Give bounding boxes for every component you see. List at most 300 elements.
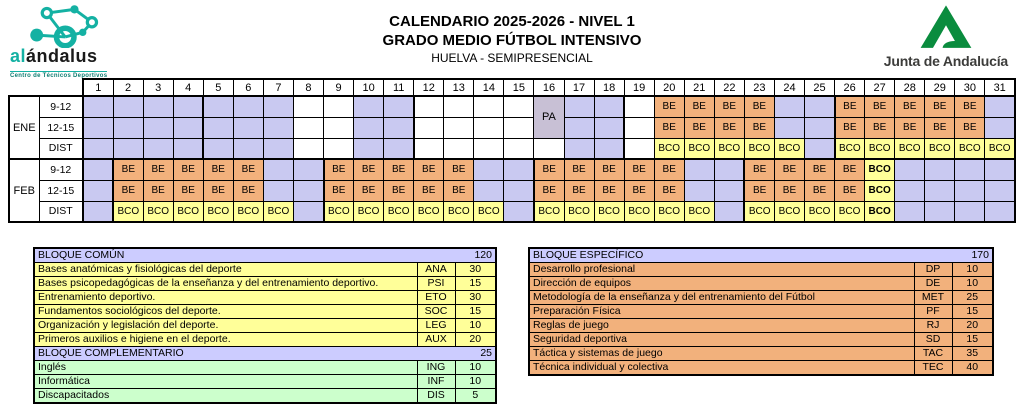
calendar-cell xyxy=(474,138,504,159)
calendar-cell xyxy=(83,117,113,138)
calendar-cell: BE xyxy=(233,180,263,201)
time-label: DIST xyxy=(39,138,83,159)
day-header-24: 24 xyxy=(774,79,804,96)
brand-text-teal: al xyxy=(10,46,27,66)
block-header-row xyxy=(34,248,496,263)
calendar-cell xyxy=(955,180,985,201)
calendar-cell xyxy=(324,138,354,159)
day-header-22: 22 xyxy=(714,79,744,96)
calendar-cell: BCO xyxy=(684,201,714,222)
calendar-cell: BCO xyxy=(233,201,263,222)
subject-hours: 5 xyxy=(455,389,496,404)
subject-code: SD xyxy=(914,333,952,347)
calendar-row-FEB-9-12 xyxy=(9,159,1015,180)
calendar-cell xyxy=(805,138,835,159)
junta-logo xyxy=(884,4,1008,69)
calendar-cell: BCO xyxy=(714,138,744,159)
calendar-cell: BCO xyxy=(654,138,684,159)
calendar-cell: BE xyxy=(744,159,774,180)
calendar-cell: BE xyxy=(384,180,414,201)
subject-code: DIS xyxy=(417,389,455,404)
calendar-cell xyxy=(83,201,113,222)
block-total-hours: 120 xyxy=(474,249,492,261)
day-header-2: 2 xyxy=(113,79,143,96)
calendar-cell xyxy=(293,201,323,222)
calendar-cell: BE xyxy=(173,180,203,201)
calendar-cell: BCO xyxy=(744,201,774,222)
calendar-cell: PA xyxy=(534,96,564,138)
subject-name: Dirección de equipos xyxy=(529,277,914,291)
table-row xyxy=(34,277,496,291)
calendar-cell xyxy=(985,159,1015,180)
calendar-cell: BE xyxy=(895,96,925,117)
calendar-cell: BCO xyxy=(534,201,564,222)
time-label: 9-12 xyxy=(39,159,83,180)
calendar-cell: BE xyxy=(654,96,684,117)
calendar-cell xyxy=(474,96,504,117)
subject-code: ANA xyxy=(417,263,455,277)
calendar-cell xyxy=(384,117,414,138)
block-header xyxy=(34,347,496,361)
subject-hours: 20 xyxy=(455,333,496,347)
calendar-cell: BCO xyxy=(414,201,444,222)
calendar-corner xyxy=(9,79,83,96)
day-header-29: 29 xyxy=(925,79,955,96)
calendar-cell xyxy=(444,117,474,138)
time-label: 9-12 xyxy=(39,96,83,117)
calendar-cell xyxy=(263,180,293,201)
calendar-cell: BE xyxy=(925,117,955,138)
subject-code: TEC xyxy=(914,361,952,376)
calendar-row-FEB-12-15 xyxy=(9,180,1015,201)
calendar-cell: BE xyxy=(534,180,564,201)
calendar-cell: BCO xyxy=(354,201,384,222)
subject-name: Inglés xyxy=(34,361,417,375)
bloque-comun-table xyxy=(33,247,497,404)
subject-name: Fundamentos sociológicos del deporte. xyxy=(34,305,417,319)
subject-code: SOC xyxy=(417,305,455,319)
title-line2: GRADO MEDIO FÚTBOL INTENSIVO xyxy=(382,32,642,49)
calendar-cell: BCO xyxy=(444,201,474,222)
calendar-cell xyxy=(594,138,624,159)
calendar-cell: BCO xyxy=(955,138,985,159)
month-block-ENE xyxy=(9,96,1015,159)
table-row xyxy=(529,305,993,319)
table-row xyxy=(34,361,496,375)
subject-name: Discapacitados xyxy=(34,389,417,404)
calendar-cell xyxy=(504,201,534,222)
day-header-14: 14 xyxy=(474,79,504,96)
calendar-cell xyxy=(504,138,534,159)
calendar-cell xyxy=(203,138,233,159)
calendar-cell: BCO xyxy=(594,201,624,222)
calendar-cell: BCO xyxy=(203,201,233,222)
calendar-cell xyxy=(895,159,925,180)
subject-code: AUX xyxy=(417,333,455,347)
subject-code: DE xyxy=(914,277,952,291)
calendar-cell xyxy=(263,138,293,159)
calendar-cell: BE xyxy=(564,180,594,201)
calendar-row-FEB-DIST xyxy=(9,201,1015,222)
day-header-12: 12 xyxy=(414,79,444,96)
calendar-cell: BCO xyxy=(835,201,865,222)
calendar-cell: BE xyxy=(113,159,143,180)
calendar-cell xyxy=(504,96,534,117)
calendar-cell xyxy=(714,180,744,201)
calendar-cell xyxy=(774,117,804,138)
calendar-cell xyxy=(143,117,173,138)
subject-code: PF xyxy=(914,305,952,319)
subject-hours: 40 xyxy=(952,361,993,376)
subject-name: Seguridad deportiva xyxy=(529,333,914,347)
subject-name: Organización y legislación del deporte. xyxy=(34,319,417,333)
calendar-cell xyxy=(293,96,323,117)
alandalus-tagline: Centro de Técnicos Deportivos xyxy=(10,73,108,79)
subject-hours: 30 xyxy=(455,263,496,277)
subject-hours: 10 xyxy=(455,361,496,375)
calendar-cell xyxy=(684,180,714,201)
calendar-cell: BE xyxy=(143,159,173,180)
calendar-cell xyxy=(504,159,534,180)
calendar-cell xyxy=(384,138,414,159)
calendar-table xyxy=(8,78,1016,223)
subject-name: Técnica individual y colectiva xyxy=(529,361,914,376)
subject-name: Reglas de juego xyxy=(529,319,914,333)
day-header-4: 4 xyxy=(173,79,203,96)
month-label-FEB: FEB xyxy=(9,159,39,222)
calendar-cell xyxy=(414,117,444,138)
block-total-hours: 25 xyxy=(480,347,492,359)
calendar-cell: BE xyxy=(684,96,714,117)
day-header-5: 5 xyxy=(203,79,233,96)
subject-name: Desarrollo profesional xyxy=(529,263,914,277)
calendar-cell: BE xyxy=(444,159,474,180)
calendar-row-ENE-9-12 xyxy=(9,96,1015,117)
block-header-row xyxy=(34,347,496,361)
subject-code: MET xyxy=(914,291,952,305)
day-header-23: 23 xyxy=(744,79,774,96)
calendar-cell xyxy=(805,96,835,117)
calendar-cell: BE xyxy=(113,180,143,201)
calendar-cell: BE xyxy=(744,96,774,117)
calendar-cell xyxy=(414,138,444,159)
day-header-9: 9 xyxy=(324,79,354,96)
subject-hours: 10 xyxy=(455,319,496,333)
calendar-row-ENE-12-15 xyxy=(9,117,1015,138)
calendar-cell: BE xyxy=(624,180,654,201)
calendar-cell xyxy=(263,117,293,138)
calendar-cell xyxy=(564,117,594,138)
day-header-20: 20 xyxy=(654,79,684,96)
calendar-cell xyxy=(143,96,173,117)
subject-code: ETO xyxy=(417,291,455,305)
calendar-cell xyxy=(714,159,744,180)
time-label: 12-15 xyxy=(39,117,83,138)
calendar-cell: BE xyxy=(354,159,384,180)
calendar-cell: BE xyxy=(805,159,835,180)
calendar-cell xyxy=(263,159,293,180)
calendar-cell: BE xyxy=(384,159,414,180)
calendar-cell xyxy=(534,138,564,159)
block-header xyxy=(34,248,496,263)
calendar-cell: BCO xyxy=(564,201,594,222)
subject-code: RJ xyxy=(914,319,952,333)
calendar-cell xyxy=(83,96,113,117)
calendar-cell xyxy=(203,96,233,117)
day-header-11: 11 xyxy=(384,79,414,96)
page-title xyxy=(0,12,1024,67)
month-block-FEB xyxy=(9,159,1015,222)
calendar-cell xyxy=(83,159,113,180)
calendar-cell: BE xyxy=(444,180,474,201)
calendar-cell xyxy=(895,201,925,222)
calendar-cell: BCO xyxy=(865,180,895,201)
month-label-ENE: ENE xyxy=(9,96,39,159)
calendar-cell xyxy=(293,180,323,201)
day-header-26: 26 xyxy=(835,79,865,96)
title-line1: CALENDARIO 2025-2026 - NIVEL 1 xyxy=(389,13,635,30)
calendar-cell xyxy=(293,138,323,159)
day-header-7: 7 xyxy=(263,79,293,96)
calendar-cell xyxy=(293,159,323,180)
calendar-cell: BE xyxy=(654,180,684,201)
day-header-16: 16 xyxy=(534,79,564,96)
calendar-cell: BE xyxy=(714,117,744,138)
day-header-17: 17 xyxy=(564,79,594,96)
subject-hours: 15 xyxy=(952,333,993,347)
calendar-cell: BCO xyxy=(895,138,925,159)
calendar-cell xyxy=(985,201,1015,222)
calendar-cell xyxy=(293,117,323,138)
calendar-cell: BE xyxy=(534,159,564,180)
day-header-21: 21 xyxy=(684,79,714,96)
calendar-cell: BCO xyxy=(684,138,714,159)
table-row xyxy=(529,291,993,305)
calendar-cell xyxy=(143,138,173,159)
calendar-cell xyxy=(113,96,143,117)
calendar-cell: BCO xyxy=(925,138,955,159)
calendar-cell xyxy=(414,96,444,117)
calendar-cell: BE xyxy=(564,159,594,180)
subject-code: TAC xyxy=(914,347,952,361)
subject-hours: 20 xyxy=(952,319,993,333)
calendar-cell xyxy=(263,96,293,117)
bloque-especifico-table xyxy=(528,247,994,376)
calendar-cell: BCO xyxy=(173,201,203,222)
subject-code: INF xyxy=(417,375,455,389)
calendar-cell: BE xyxy=(414,159,444,180)
calendar-cell: BE xyxy=(143,180,173,201)
calendar-cell xyxy=(774,96,804,117)
calendar-cell xyxy=(324,117,354,138)
calendar-cell: BE xyxy=(955,96,985,117)
calendar-cell: BE xyxy=(324,180,354,201)
calendar-cell xyxy=(113,138,143,159)
day-header-8: 8 xyxy=(293,79,323,96)
day-header-30: 30 xyxy=(955,79,985,96)
calendar-cell xyxy=(504,180,534,201)
block-title: BLOQUE COMPLEMENTARIO xyxy=(38,347,184,359)
calendar-cell xyxy=(444,96,474,117)
calendar-cell: BE xyxy=(895,117,925,138)
calendar-cell xyxy=(714,201,744,222)
calendar-cell: BE xyxy=(594,159,624,180)
day-header-19: 19 xyxy=(624,79,654,96)
calendar-cell xyxy=(684,159,714,180)
block-total-hours: 170 xyxy=(971,249,989,261)
subject-hours: 30 xyxy=(455,291,496,305)
table-row xyxy=(34,263,496,277)
calendar-cell: BE xyxy=(835,117,865,138)
calendar-cell: BCO xyxy=(865,201,895,222)
day-header-31: 31 xyxy=(985,79,1015,96)
calendar-cell: BCO xyxy=(113,201,143,222)
calendar-cell: BE xyxy=(955,117,985,138)
calendar-cell: BE xyxy=(714,96,744,117)
calendar-cell: BCO xyxy=(835,138,865,159)
subject-hours: 10 xyxy=(952,263,993,277)
time-label: 12-15 xyxy=(39,180,83,201)
calendar-row-ENE-DIST xyxy=(9,138,1015,159)
day-header-6: 6 xyxy=(233,79,263,96)
calendar-cell xyxy=(985,117,1015,138)
calendar-cell xyxy=(233,96,263,117)
calendar-cell: BE xyxy=(835,96,865,117)
subject-hours: 15 xyxy=(455,305,496,319)
calendar-cell: BCO xyxy=(805,201,835,222)
calendar-cell: BE xyxy=(624,159,654,180)
day-header-10: 10 xyxy=(354,79,384,96)
calendar-cell xyxy=(805,117,835,138)
calendar-cell: BE xyxy=(865,117,895,138)
calendar-cell xyxy=(925,201,955,222)
calendar-cell xyxy=(384,96,414,117)
subject-code: PSI xyxy=(417,277,455,291)
calendar-cell xyxy=(624,117,654,138)
calendar-cell: BE xyxy=(173,159,203,180)
calendar-cell: BE xyxy=(865,96,895,117)
calendar-cell xyxy=(354,138,384,159)
subject-hours: 35 xyxy=(952,347,993,361)
calendar-cell xyxy=(83,138,113,159)
day-header-27: 27 xyxy=(865,79,895,96)
block-title: BLOQUE ESPECÍFICO xyxy=(533,249,644,261)
calendar-header-row xyxy=(9,79,1015,96)
calendar-cell xyxy=(474,117,504,138)
block-header-row xyxy=(529,248,993,263)
subject-name: Bases psicopedagógicas de la enseñanza y del entrenamiento deportivo. xyxy=(34,277,417,291)
calendar-cell: BE xyxy=(324,159,354,180)
calendar-cell xyxy=(444,138,474,159)
subject-name: Metodología de la enseñanza y del entrenamiento del Fútbol xyxy=(529,291,914,305)
calendar-cell xyxy=(233,117,263,138)
calendar-cell xyxy=(173,96,203,117)
day-header-3: 3 xyxy=(143,79,173,96)
calendar-cell: BE xyxy=(744,180,774,201)
subject-hours: 15 xyxy=(455,277,496,291)
day-header-1: 1 xyxy=(83,79,113,96)
calendar-cell xyxy=(203,117,233,138)
subject-name: Primeros auxilios e higiene en el deporte. xyxy=(34,333,417,347)
table-row xyxy=(529,361,993,376)
calendar-cell: BE xyxy=(684,117,714,138)
calendar-cell: BCO xyxy=(324,201,354,222)
subject-name: Entrenamiento deportivo. xyxy=(34,291,417,305)
calendar-cell: BE xyxy=(925,96,955,117)
calendar-cell xyxy=(474,180,504,201)
table-row xyxy=(529,347,993,361)
calendar-cell: BE xyxy=(354,180,384,201)
calendar-cell: BE xyxy=(654,117,684,138)
calendar-cell xyxy=(985,96,1015,117)
calendar-cell xyxy=(324,96,354,117)
calendar-cell: BE xyxy=(594,180,624,201)
subject-code: DP xyxy=(914,263,952,277)
calendar-cell: BCO xyxy=(474,201,504,222)
calendar-cell: BE xyxy=(774,180,804,201)
subject-hours: 15 xyxy=(952,305,993,319)
calendar-cell: BCO xyxy=(263,201,293,222)
subject-name: Bases anatómicas y fisiológicas del deporte xyxy=(34,263,417,277)
calendar-cell: BE xyxy=(835,159,865,180)
calendar-cell: BCO xyxy=(865,159,895,180)
table-row xyxy=(529,277,993,291)
junta-logo-icon xyxy=(913,4,979,52)
calendar-cell: BCO xyxy=(985,138,1015,159)
calendar-cell: BCO xyxy=(654,201,684,222)
calendar-cell xyxy=(173,117,203,138)
calendar-cell xyxy=(474,159,504,180)
table-row xyxy=(34,305,496,319)
table-row xyxy=(529,319,993,333)
block-title: BLOQUE COMÚN xyxy=(38,249,125,261)
calendar-cell xyxy=(564,138,594,159)
calendar-cell xyxy=(895,180,925,201)
subject-name: Preparación Física xyxy=(529,305,914,319)
calendar-cell: BE xyxy=(805,180,835,201)
day-header-28: 28 xyxy=(895,79,925,96)
calendar-cell xyxy=(113,117,143,138)
day-header-25: 25 xyxy=(805,79,835,96)
calendar-cell xyxy=(925,159,955,180)
table-row xyxy=(34,319,496,333)
day-header-15: 15 xyxy=(504,79,534,96)
calendar-cell: BE xyxy=(654,159,684,180)
title-line3: HUELVA - SEMIPRESENCIAL xyxy=(431,51,593,65)
calendar-cell xyxy=(564,96,594,117)
calendar-cell: BCO xyxy=(865,138,895,159)
subject-hours: 25 xyxy=(952,291,993,305)
calendar-cell: BCO xyxy=(624,201,654,222)
calendar-cell xyxy=(624,96,654,117)
calendar-cell: BCO xyxy=(744,138,774,159)
time-label: DIST xyxy=(39,201,83,222)
block-header xyxy=(529,248,993,263)
subject-hours: 10 xyxy=(455,375,496,389)
calendar-cell: BE xyxy=(835,180,865,201)
day-header-18: 18 xyxy=(594,79,624,96)
calendar-cell xyxy=(925,180,955,201)
subject-hours: 10 xyxy=(952,277,993,291)
table-row xyxy=(34,389,496,404)
calendar-cell: BE xyxy=(774,159,804,180)
subject-name: Táctica y sistemas de juego xyxy=(529,347,914,361)
calendar-cell: BCO xyxy=(774,201,804,222)
table-row xyxy=(34,333,496,347)
calendar-cell: BE xyxy=(414,180,444,201)
day-header-13: 13 xyxy=(444,79,474,96)
calendar-cell xyxy=(624,138,654,159)
